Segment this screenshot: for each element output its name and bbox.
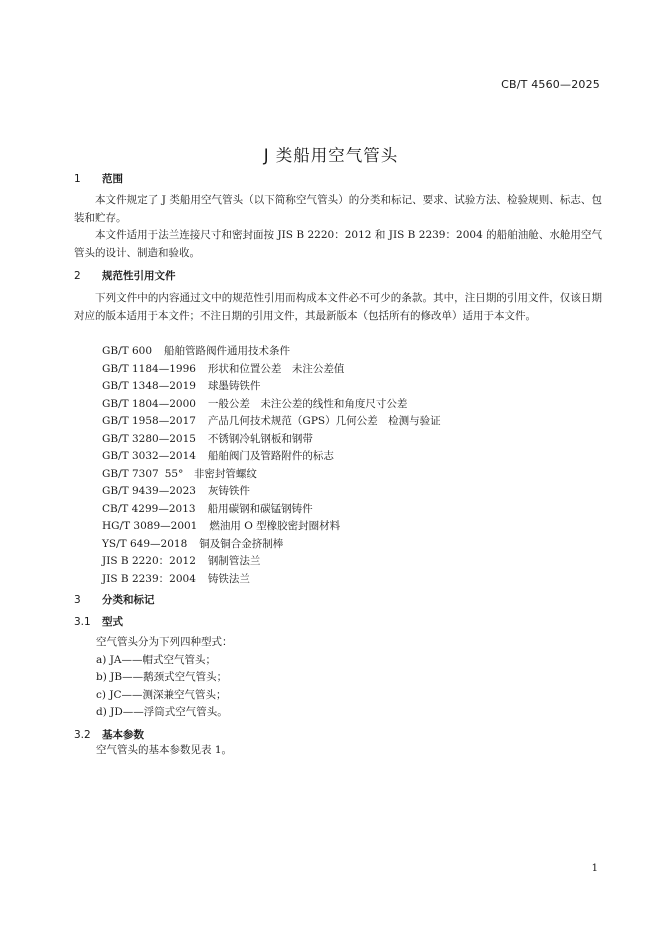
reference-name: 船用碳钢和碳锰钢铸件 — [207, 503, 313, 515]
reference-item — [102, 466, 257, 481]
section-2-intro: 下列文件中的内容通过文中的规范性引用而构成本文件必不可少的条款。其中，注日期的引用文件，仅该日期对应的版本适用于本文件；不注日期的引用文件，其最新版本（包括所有的修改单）适用于本文件。 — [74, 292, 602, 322]
reference-name: 钢制管法兰 — [207, 555, 261, 567]
reference-item — [102, 518, 340, 533]
reference-item — [102, 536, 283, 551]
section-3-number: 3 — [74, 594, 81, 606]
reference-name: 球墨铸铁件 — [207, 380, 261, 392]
type-list-item: d) JD——浮筒式空气管头。 — [96, 706, 228, 718]
reference-name: 船舶管路阀件通用技术条件 — [164, 345, 291, 357]
reference-code: GB/T 9439—2023 — [102, 485, 196, 497]
reference-item — [102, 361, 344, 376]
reference-item — [102, 396, 407, 411]
section-2-heading — [74, 268, 176, 283]
document-title: J 类船用空气管头 — [263, 146, 399, 165]
type-list-item: b) JB——鹅颈式空气管头； — [96, 671, 228, 683]
section-1-paragraph-2: 本文件适用于法兰连接尺寸和密封面按 JIS B 2220：2012 和 JIS B 2239：2004 的船舶油舱、水舱用空气管头的设计、制造和验收。 — [74, 229, 602, 259]
reference-name: 船舶阀门及管路附件的标志 — [207, 450, 334, 462]
reference-item — [102, 501, 313, 516]
reference-name: 铜及铜合金挤制棒 — [199, 538, 284, 550]
reference-item — [102, 571, 250, 586]
section-3-2-heading — [74, 727, 144, 742]
reference-code: GB/T 1958—2017 — [102, 415, 196, 427]
reference-code: JIS B 2220：2012 — [102, 555, 196, 567]
reference-name: 铸铁法兰 — [207, 573, 250, 585]
section-3-heading — [74, 592, 155, 607]
reference-code: GB/T 7307 — [102, 468, 159, 480]
reference-name: 55° 非密封管螺纹 — [164, 468, 257, 480]
page-number: 1 — [591, 863, 598, 874]
section-3-2-number: 3.2 — [74, 729, 91, 741]
section-2-title: 规范性引用文件 — [102, 270, 176, 282]
reference-code: HG/T 3089—2001 — [102, 520, 198, 532]
reference-item — [102, 431, 313, 446]
section-1-title: 范围 — [102, 173, 123, 185]
reference-name: 灰铸铁件 — [207, 485, 250, 497]
reference-name: 不锈钢冷轧钢板和钢带 — [207, 433, 313, 445]
section-1-paragraph-1: 本文件规定了 J 类船用空气管头（以下简称空气管头）的分类和标记、要求、试验方法、检验规则、标志、包装和贮存。 — [74, 194, 602, 224]
reference-code: GB/T 1348—2019 — [102, 380, 196, 392]
section-2-number: 2 — [74, 270, 81, 282]
reference-item — [102, 448, 334, 463]
reference-code: JIS B 2239：2004 — [102, 573, 196, 585]
section-3-1-number: 3.1 — [74, 616, 91, 628]
reference-name: 燃油用 O 型橡胶密封圈材料 — [209, 520, 341, 532]
reference-item — [102, 343, 290, 358]
reference-item — [102, 553, 260, 568]
section-3-1-intro: 空气管头分为下列四种型式： — [96, 636, 233, 648]
reference-code: GB/T 3280—2015 — [102, 433, 196, 445]
reference-item — [102, 413, 441, 428]
section-3-1-heading — [74, 614, 123, 629]
type-list-item: c) JC——测深兼空气管头； — [96, 689, 227, 701]
reference-code: YS/T 649—2018 — [102, 538, 188, 550]
section-3-2-title: 基本参数 — [102, 729, 144, 741]
reference-name: 一般公差 未注公差的线性和角度尺寸公差 — [207, 398, 408, 410]
standard-code: CB/T 4560—2025 — [501, 78, 600, 91]
reference-code: GB/T 3032—2014 — [102, 450, 196, 462]
section-3-title: 分类和标记 — [102, 594, 155, 606]
reference-name: 形状和位置公差 未注公差值 — [207, 363, 345, 375]
section-3-1-title: 型式 — [102, 616, 123, 628]
section-1-heading — [74, 171, 123, 186]
reference-code: GB/T 1804—2000 — [102, 398, 196, 410]
reference-code: GB/T 600 — [102, 345, 153, 357]
section-3-2-text: 空气管头的基本参数见表 1。 — [96, 744, 233, 756]
reference-item — [102, 378, 260, 393]
type-list-item: a) JA——帽式空气管头； — [96, 654, 216, 666]
reference-code: CB/T 4299—2013 — [102, 503, 196, 515]
reference-code: GB/T 1184—1996 — [102, 363, 196, 375]
reference-item — [102, 483, 250, 498]
reference-name: 产品几何技术规范（GPS）几何公差 检测与验证 — [207, 415, 441, 427]
section-1-number: 1 — [74, 173, 81, 185]
